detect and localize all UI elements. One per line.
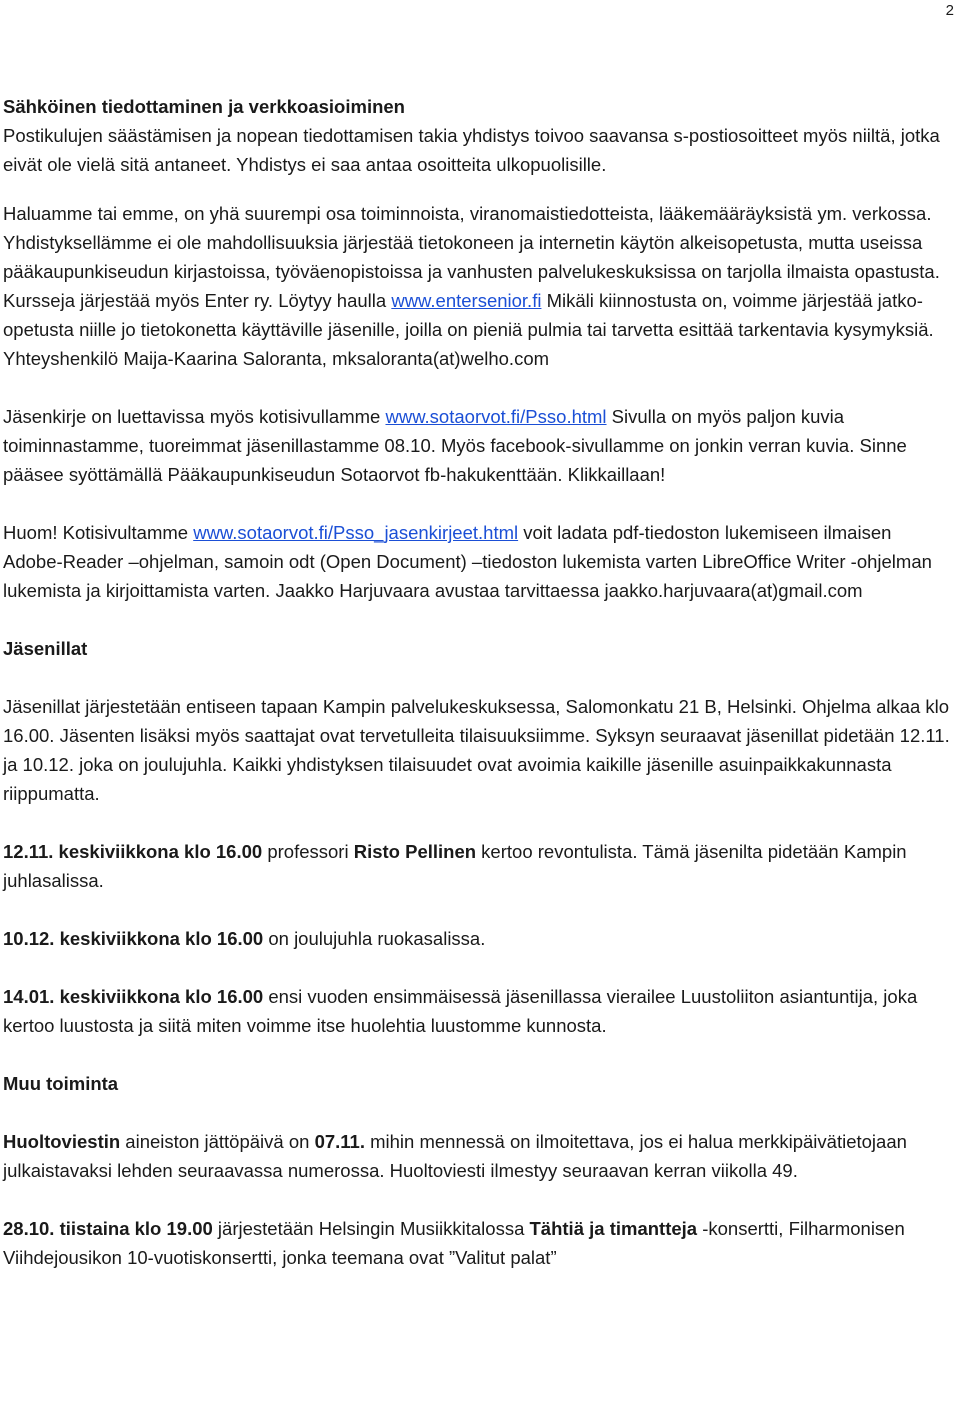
event-speaker: Risto Pellinen	[353, 841, 477, 862]
event-text: on joulujuhla ruokasalissa.	[263, 928, 486, 949]
paragraph-email-addresses: Postikulujen säästämisen ja nopean tiedottamisen takia yhdistys toivoo saavansa s-postiosoitteet myös niiltä, jotka eivät ole vielä sitä antaneet. Yhdistys ei saa antaa osoitteita ulkopuolisille.	[3, 125, 940, 175]
deadline-date: 07.11.	[314, 1131, 365, 1152]
document-body	[3, 92, 953, 1272]
event-text: professori	[262, 841, 354, 862]
paragraph-online-services	[3, 199, 953, 373]
paragraph-homepage	[3, 402, 953, 489]
event-10-12	[3, 924, 953, 953]
paragraph-text: aineiston jättöpäivä on	[120, 1131, 315, 1152]
event-14-01	[3, 982, 953, 1040]
section-heading-other-activities: Muu toiminta	[3, 1073, 119, 1094]
paragraph-text: -konsertti, Filharmonisen Viihdejousikon 10-vuotiskonsertti, jonka teemana ovat ”Valitut palat”	[3, 1218, 905, 1268]
paragraph-member-evenings: Jäsenillat järjestetään entiseen tapaan Kampin palvelukeskuksessa, Salomonkatu 21 B, Helsinki. Ohjelma alkaa klo 16.00. Jäsenten lisäksi myös saattajat ovat tervetulleita tilaisuuksiimme. Syksyn seuraavat jäsenillat pidetään 12.11. ja 10.12. joka on joulujuhla. Kaikki yhdistyksen tilaisuudet ovat avoimia kaikille jäsenille asuinpaikkakunnasta riippumatta.	[3, 696, 950, 804]
event-text: kertoo revontulista. Tämä jäsenilta pidetään Kampin juhlasalissa.	[3, 841, 907, 891]
paragraph-text: voit ladata pdf-tiedoston lukemiseen ilmaisen Adobe-Reader –ohjelman, samoin odt (Open Document) –tiedoston lukemista varten LibreOffice Writer -ohjelman lukemista ja kirjoittamista varten. Jaakko Harjuvaara avustaa tarvittaessa jaakko.harjuvaara(at)gmail.com	[3, 522, 932, 601]
paragraph-text: Haluamme tai emme, on yhä suurempi osa toiminnoista, viranomaistiedotteista, lääkemääräyksistä ym. verkossa. Yhdistyksellämme ei ole mahdollisuuksia järjestää tietokoneen ja internetin käytön alkeisopetusta, mutta useissa pääkaupunkiseudun kirjastoissa, työväenopistoissa ja vanhusten palvelukeskuksissa on tarjolla ilmaista opastusta. Kursseja järjestää myös Enter ry. Löytyy haulla	[3, 203, 940, 311]
paragraph-huoltoviesti	[3, 1127, 953, 1185]
paragraph-text: Sivulla on myös paljon kuvia toiminnastamme, tuoreimmat jäsenillastamme 08.10. Myös facebook-sivullamme on jonkin verran kuvia. Sinne pääsee syöttämällä Pääkaupunkiseudun Sotaorvot fb-hakukenttään. Klikkaillaan!	[3, 406, 907, 485]
huoltoviesti-title: Huoltoviestin	[3, 1131, 121, 1152]
section-heading-electronic-info: Sähköinen tiedottaminen ja verkkoasioiminen	[3, 96, 405, 117]
event-date: 10.12. keskiviikkona klo 16.00	[3, 928, 264, 949]
page-number: 2	[945, 2, 954, 19]
section-heading-member-evenings: Jäsenillat	[3, 638, 88, 659]
event-date: 12.11. keskiviikkona klo 16.00	[3, 841, 263, 862]
paragraph-text: järjestetään Helsingin Musiikkitalossa	[212, 1218, 530, 1239]
paragraph-text: mihin mennessä on ilmoitettava, jos ei halua merkkipäivätietojaan julkaistavaksi lehden seuraavassa numerossa. Huoltoviesti ilmestyy seuraavan kerran viikolla 49.	[3, 1131, 907, 1181]
paragraph-text: Mikäli kiinnostusta on, voimme järjestää jatko-opetusta niille jo tietokonetta käyttäville jäsenille, joilla on pieniä pulmia tai tarvetta esittää tarkentavia kysymyksiä. Yhteyshenkilö Maija-Kaarina Saloranta, mksaloranta(at)welho.com	[3, 290, 934, 369]
link-entersenior[interactable]: www.entersenior.fi	[391, 290, 542, 311]
link-sotaorvot-jasenkirjeet[interactable]: www.sotaorvot.fi/Psso_jasenkirjeet.html	[193, 522, 519, 543]
event-date: 14.01. keskiviikkona klo 16.00	[3, 986, 264, 1007]
paragraph-text: Huom! Kotisivultamme	[3, 522, 194, 543]
event-text: ensi vuoden ensimmäisessä jäsenillassa vierailee Luustoliiton asiantuntija, joka kertoo luustosta ja siitä miten voimme itse huolehtia luustomme kunnosta.	[3, 986, 918, 1036]
paragraph-note-downloads	[3, 518, 953, 605]
paragraph-concert	[3, 1214, 953, 1272]
concert-date: 28.10. tiistaina klo 19.00	[3, 1218, 213, 1239]
concert-title: Tähtiä ja timantteja	[529, 1218, 698, 1239]
link-sotaorvot-psso[interactable]: www.sotaorvot.fi/Psso.html	[385, 406, 607, 427]
paragraph-text: Jäsenkirje on luettavissa myös kotisivullamme	[3, 406, 386, 427]
event-12-11	[3, 837, 953, 895]
